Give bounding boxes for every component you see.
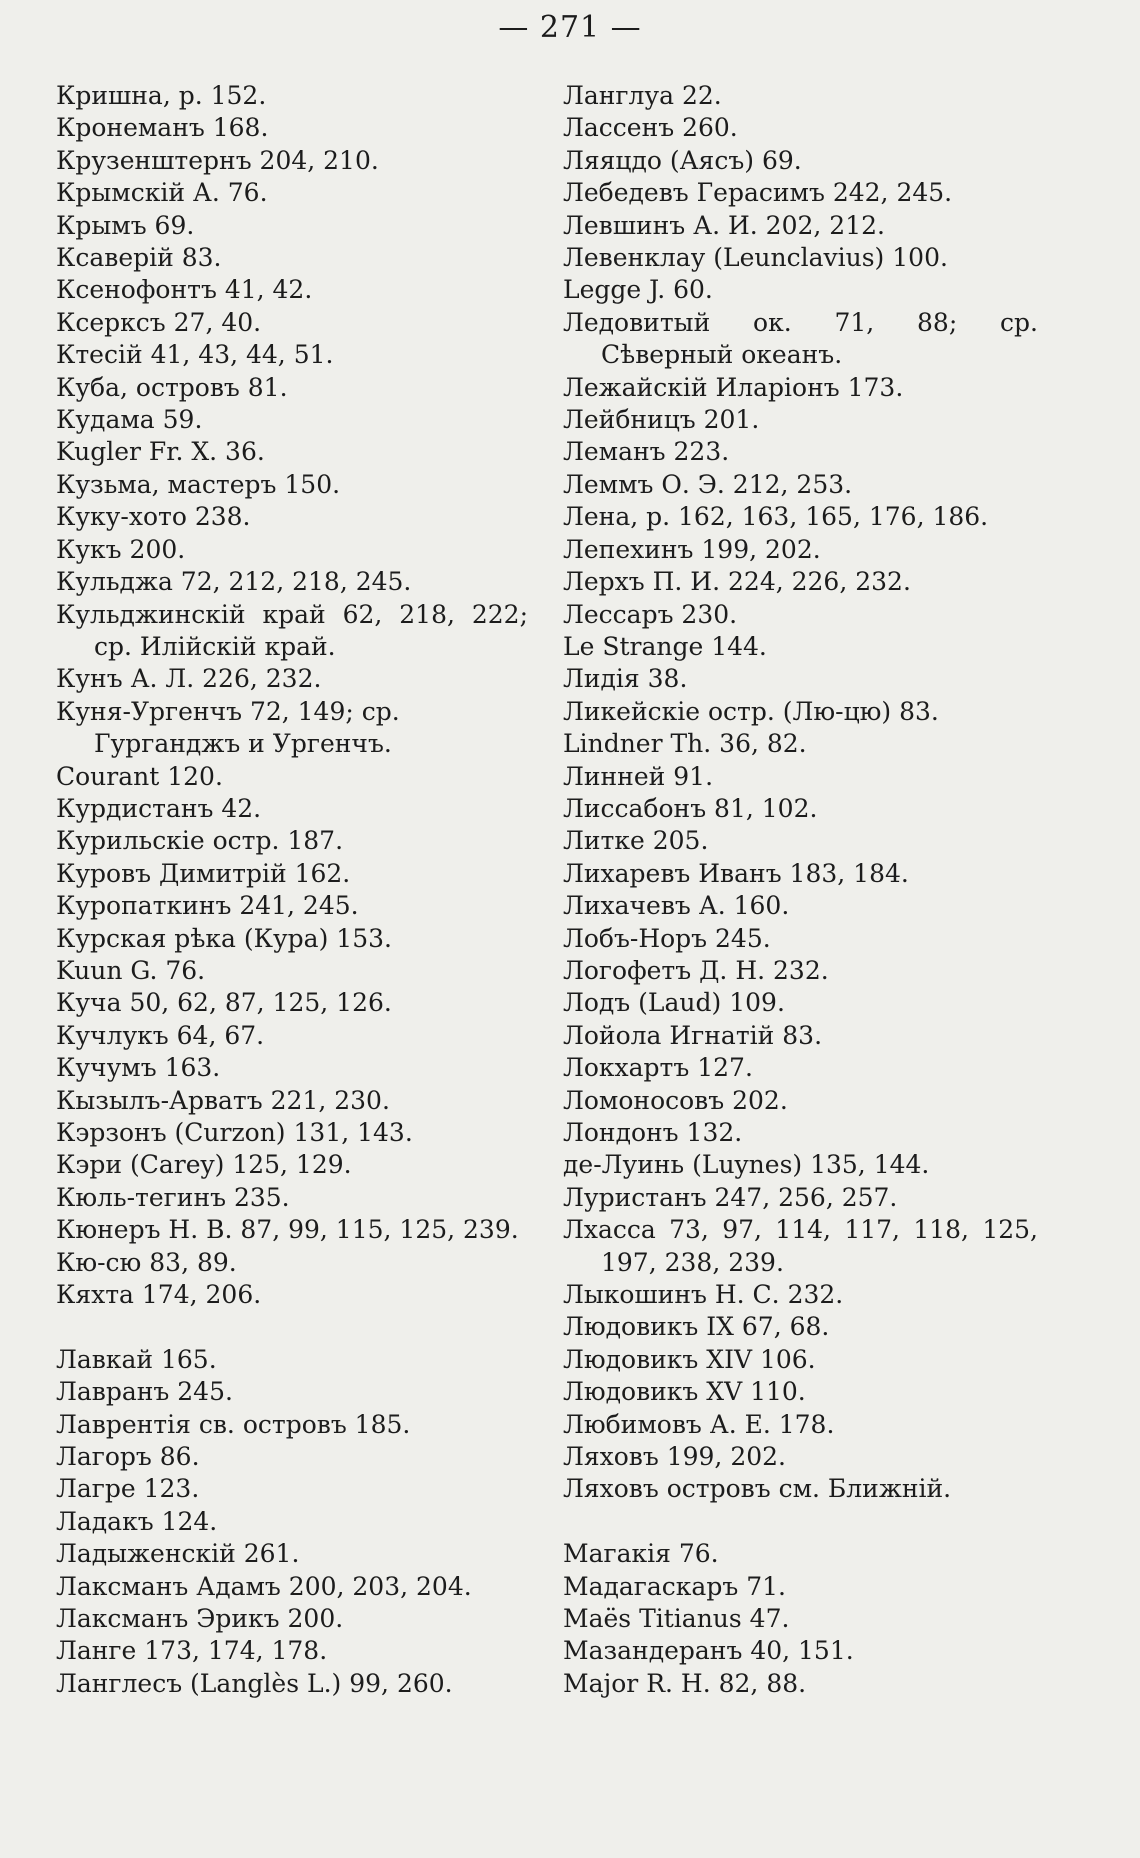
index-entry: Ланге 173, 174, 178. [56,1636,328,1666]
index-entry: Ляяцдо (Аясъ) 69. [563,145,802,175]
index-entry: Левшинъ А. И. 202, 212. [563,210,885,240]
index-entry: Кучумъ 163. [56,1053,221,1083]
index-entry: Людовикъ XIV 106. [563,1344,816,1374]
index-entry: Ломоносовъ 202. [563,1085,788,1115]
page-number: — 271 — [498,10,642,45]
index-entry: Лассенъ 260. [563,113,738,143]
index-entry: Мадагаскаръ 71. [563,1571,786,1601]
index-entry: Кэрзонъ (Curzon) 131, 143. [56,1118,413,1147]
index-entry: Кульджа 72, 212, 218, 245. [56,567,412,597]
index-entry: Куня-Ургенчъ 72, 149; ср. Гурганджъ и Ургенчъ. [56,696,400,759]
index-entry: Лаврентія св. островъ 185. [56,1409,411,1439]
index-entry: Кюнеръ Н. В. 87, 99, 115, 125, 239. [56,1215,519,1245]
index-entry: Кюль-тегинъ 235. [56,1182,290,1212]
index-entry: де-Луинь (Luynes) 135, 144. [563,1150,930,1180]
index-entry: Куба, островъ 81. [56,372,288,402]
index-entry: Лхасса 73, 97, 114, 117, 118, 125, 197, 238, 239. [563,1215,1038,1277]
index-entry: Ладакъ 124. [56,1506,218,1536]
index-entry: Лаксманъ Адамъ 200, 203, 204. [56,1571,472,1601]
index-entry: Лаксманъ Эрикъ 200. [56,1604,344,1634]
index-entry: Кукъ 200. [56,534,186,564]
index-entry: Courant 120. [56,761,223,791]
index-entry: Курильскіе остр. 187. [56,826,344,856]
index-entry: Логофетъ Д. Н. 232. [563,955,829,985]
index-entry: Любимовъ А. Е. 178. [563,1409,835,1439]
index-entry: Лагре 123. [56,1474,200,1504]
index-entry: Ледовитый ок. 71, 88; ср. Сѣверный океанъ. [563,307,1038,370]
index-entry: Лихачевъ А. 160. [563,891,790,921]
index-column-right [563,80,1038,1700]
index-entry: Лодъ (Laud) 109. [563,988,785,1018]
index-entry: Кузьма, мастеръ 150. [56,469,341,499]
index-entry: Лавкай 165. [56,1344,217,1374]
index-entry: Ляховъ 199, 202. [563,1442,786,1472]
index-entry: Лерхъ П. И. 224, 226, 232. [563,567,911,597]
index-entry: Ланглуа 22. [563,81,722,110]
index-entry: Ладыженскій 261. [56,1539,300,1569]
index-entry: Крымскій А. 76. [56,178,268,208]
index-entry: Лессаръ 230. [563,599,738,629]
index-entry: Людовикъ IX 67, 68. [563,1312,830,1342]
index-entry: Ксаверій 83. [56,243,222,273]
index-entry: Литке 205. [563,826,709,856]
index-entry: Le Strange 144. [563,631,767,661]
index-entry: Ляховъ островъ см. Ближній. [563,1474,952,1504]
index-entry: Ликейскіе остр. (Лю-цю) 83. [563,696,939,726]
index-entry: Куровъ Димитрій 162. [56,858,351,888]
index-entry: Линней 91. [563,761,714,791]
index-entry: Ланглесъ (Langlès L.) 99, 260. [56,1668,453,1698]
index-entry: Лидія 38. [563,664,688,694]
index-entry: Лежайскій Иларіонъ 173. [563,372,904,402]
index-entry: Кяхта 174, 206. [56,1280,262,1310]
index-entry: Крымъ 69. [56,210,195,240]
index-entry: Кызылъ-Арватъ 221, 230. [56,1085,390,1115]
index-entry: Лепехинъ 199, 202. [563,534,821,564]
index-entry: Крузенштернъ 204, 210. [56,145,379,175]
index-entry: Леммъ О. Э. 212, 253. [563,469,853,499]
index-entry: Куча 50, 62, 87, 125, 126. [56,988,392,1018]
index-entry: Куропаткинъ 241, 245. [56,891,359,921]
index-entry: Лихаревъ Иванъ 183, 184. [563,858,909,888]
index-entry: Лавранъ 245. [56,1377,233,1407]
index-entry: Kuun G. 76. [56,955,206,985]
index-entry: Кучлукъ 64, 67. [56,1020,265,1050]
index-entry: Major R. H. 82, 88. [563,1668,807,1698]
index-entry: Лагоръ 86. [56,1442,200,1472]
index-entry: Локхартъ 127. [563,1053,753,1083]
index-entry: Лойола Игнатій 83. [563,1020,823,1050]
index-entry: Kugler Fr. X. 36. [56,437,265,467]
index-entry: Курдистанъ 42. [56,793,262,823]
index-entry: Кришна, р. 152. [56,81,267,110]
index-entry: Лобъ-Норъ 245. [563,923,771,953]
index-entry: Lindner Th. 36, 82. [563,729,807,759]
index-entry: Ксенофонтъ 41, 42. [56,275,313,305]
index-entry: Кульджинскій край 62, 218, 222; ср. Илійскій край. [56,599,528,661]
index-entry: Лейбницъ 201. [563,405,760,435]
index-entry: Мазандеранъ 40, 151. [563,1636,854,1666]
index-entry: Кунъ А. Л. 226, 232. [56,664,322,694]
index-entry: Людовикъ XV 110. [563,1377,806,1407]
index-entry: Лена, р. 162, 163, 165, 176, 186. [563,502,989,532]
index-entry: Куку-хото 238. [56,502,251,532]
index-entry: Лондонъ 132. [563,1118,743,1147]
index-entry: Курская рѣка (Кура) 153. [56,923,392,953]
index-entry: Леманъ 223. [563,437,730,467]
index-entry: Лиссабонъ 81, 102. [563,793,818,823]
index-column-left [56,80,528,1700]
index-entry: Кэри (Carey) 125, 129. [56,1150,352,1180]
index-entry: Legge J. 60. [563,275,713,305]
index-entry: Левенклау (Leunclavius) 100. [563,243,948,273]
index-entry: Кронеманъ 168. [56,113,269,143]
index-entry: Ктесій 41, 43, 44, 51. [56,340,334,370]
index-entry: Ксерксъ 27, 40. [56,307,262,337]
index-entry: Кудама 59. [56,405,203,435]
index-entry: Магакія 76. [563,1539,719,1569]
index-entry: Maës Titianus 47. [563,1604,790,1634]
index-entry: Лыкошинъ Н. С. 232. [563,1280,844,1310]
index-entry: Лебедевъ Герасимъ 242, 245. [563,178,953,208]
index-entry: Луристанъ 247, 256, 257. [563,1182,898,1212]
index-entry: Кю-сю 83, 89. [56,1247,237,1277]
